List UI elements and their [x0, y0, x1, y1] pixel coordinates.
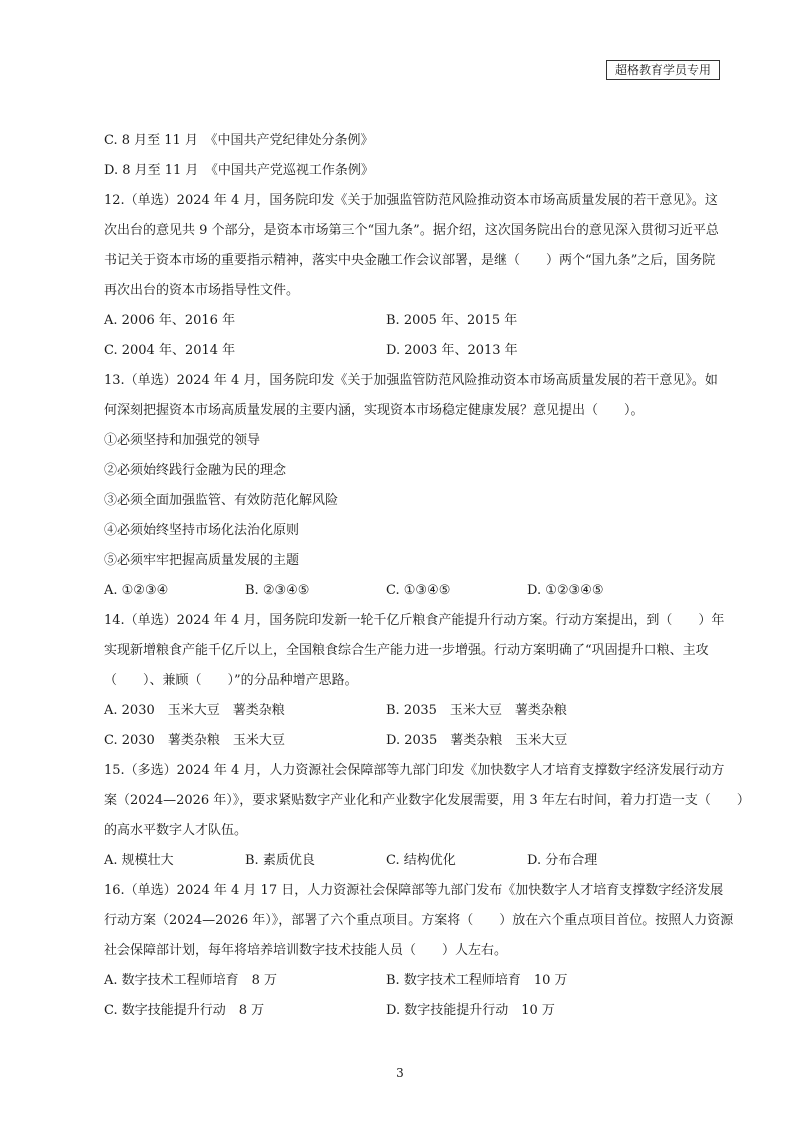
q14-line-1: 14.（单选）2024 年 4 月，国务院印发新一轮千亿斤粮食产能提升行动方案。行动方案提出，到（ ）年: [104, 613, 725, 628]
q13-option-c[interactable]: C. ①③④⑤: [386, 583, 451, 598]
q14-options-row-1: [104, 696, 704, 726]
q13-option-d[interactable]: D. ①②③④⑤: [527, 583, 604, 598]
q13-option-b[interactable]: B. ②③④⑤: [245, 583, 310, 598]
q13-option-a[interactable]: A. ①②③④: [104, 583, 169, 598]
q14-option-b[interactable]: B. 2035 玉米大豆 薯类杂粮: [386, 703, 567, 718]
q15-options-row: [104, 846, 704, 876]
q16-options-row-2: [104, 996, 704, 1026]
q16-option-d[interactable]: D. 数字技能提升行动 10 万: [386, 1003, 555, 1018]
q13-line-2: 何深刻把握资本市场高质量发展的主要内涵，实现资本市场稳定健康发展？意见提出（ ）。: [104, 403, 644, 418]
q14-option-d[interactable]: D. 2035 薯类杂粮 玉米大豆: [386, 733, 568, 748]
q16-option-b[interactable]: B. 数字技术工程师培育 10 万: [386, 973, 568, 988]
question-13: [104, 366, 718, 606]
page-number: 3: [396, 1066, 404, 1080]
q15-option-a[interactable]: A. 规模壮大: [104, 853, 174, 868]
q15-line-2: 案（2024—2026 年）》，要求紧贴数字产业化和产业数字化发展需要，用 3 年左右时间，着力打造一支（ ）: [104, 793, 750, 808]
q13-item-1: ①必须坚持和加强党的领导: [104, 433, 261, 448]
q15-line-1: 15.（多选）2024 年 4 月，人力资源社会保障部等九部门印发《加快数字人才培育支撑数字经济发展行动方: [104, 763, 725, 778]
prev-option-c: C. 8 月至 11 月 《中国共产党纪律处分条例》: [104, 133, 374, 148]
q12-option-b[interactable]: B. 2005 年、2015 年: [386, 313, 518, 328]
q14-options-row-2: [104, 726, 704, 756]
q15-line-3: 的高水平数字人才队伍。: [104, 823, 248, 838]
q13-item-2: ②必须始终践行金融为民的理念: [104, 463, 287, 478]
q12-line-3: 书记关于资本市场的重要指示精神，落实中央金融工作会议部署，是继（ ）两个“国九条”之后，国务院: [104, 253, 716, 268]
q12-line-2: 次出台的意见共 9 个部分，是资本市场第三个“国九条”。据介绍，这次国务院出台的意见深入贯彻习近平总: [104, 223, 719, 238]
question-15: [104, 756, 750, 876]
q16-line-1: 16.（单选）2024 年 4 月 17 日，人力资源社会保障部等九部门发布《加快数字人才培育支撑数字经济发展: [104, 883, 724, 898]
q14-line-2: 实现新增粮食产能千亿斤以上，全国粮食综合生产能力进一步增强。行动方案明确了“巩固提升口粮、主攻: [104, 643, 709, 658]
q15-option-c[interactable]: C. 结构优化: [386, 853, 456, 868]
q16-option-a[interactable]: A. 数字技术工程师培育 8 万: [104, 973, 278, 988]
question-14: [104, 606, 725, 756]
q13-line-1: 13.（单选）2024 年 4 月，国务院印发《关于加强监管防范风险推动资本市场高质量发展的若干意见》。如: [104, 373, 718, 388]
q16-line-2: 行动方案（2024—2026 年）》，部署了六个重点项目。方案将（ ）放在六个重点项目首位。按照人力资源: [104, 913, 734, 928]
header-stamp: 超格教育学员专用: [606, 60, 720, 80]
question-12: [104, 186, 719, 366]
prev-option-d: D. 8 月至 11 月 《中国共产党巡视工作条例》: [104, 163, 374, 178]
q14-option-a[interactable]: A. 2030 玉米大豆 薯类杂粮: [104, 703, 285, 718]
q15-option-d[interactable]: D. 分布合理: [527, 853, 598, 868]
q16-options-row-1: [104, 966, 704, 996]
q12-option-a[interactable]: A. 2006 年、2016 年: [104, 313, 236, 328]
q12-line-1: 12.（单选）2024 年 4 月，国务院印发《关于加强监管防范风险推动资本市场高质量发展的若干意见》。这: [104, 193, 718, 208]
question-16: [104, 876, 734, 1026]
q16-line-3: 社会保障部计划，每年将培养培训数字技术技能人员（ ）人左右。: [104, 943, 508, 958]
q13-item-5: ⑤必须牢牢把握高质量发展的主题: [104, 553, 300, 568]
q14-option-c[interactable]: C. 2030 薯类杂粮 玉米大豆: [104, 733, 285, 748]
q12-option-d[interactable]: D. 2003 年、2013 年: [386, 343, 518, 358]
q12-option-c[interactable]: C. 2004 年、2014 年: [104, 343, 236, 358]
q15-option-b[interactable]: B. 素质优良: [245, 853, 315, 868]
q12-options-row-2: [104, 336, 704, 366]
q16-option-c[interactable]: C. 数字技能提升行动 8 万: [104, 1003, 265, 1018]
q13-options-row: [104, 576, 704, 606]
q13-item-4: ④必须始终坚持市场化法治化原则: [104, 523, 300, 538]
q13-item-3: ③必须全面加强监管、有效防范化解风险: [104, 493, 339, 508]
q14-line-3: （ ）、兼顾（ ）”的分品种增产思路。: [104, 673, 358, 688]
q12-options-row-1: [104, 306, 704, 336]
q12-line-4: 再次出台的资本市场指导性文件。: [104, 283, 300, 298]
page-content: [104, 126, 750, 1026]
